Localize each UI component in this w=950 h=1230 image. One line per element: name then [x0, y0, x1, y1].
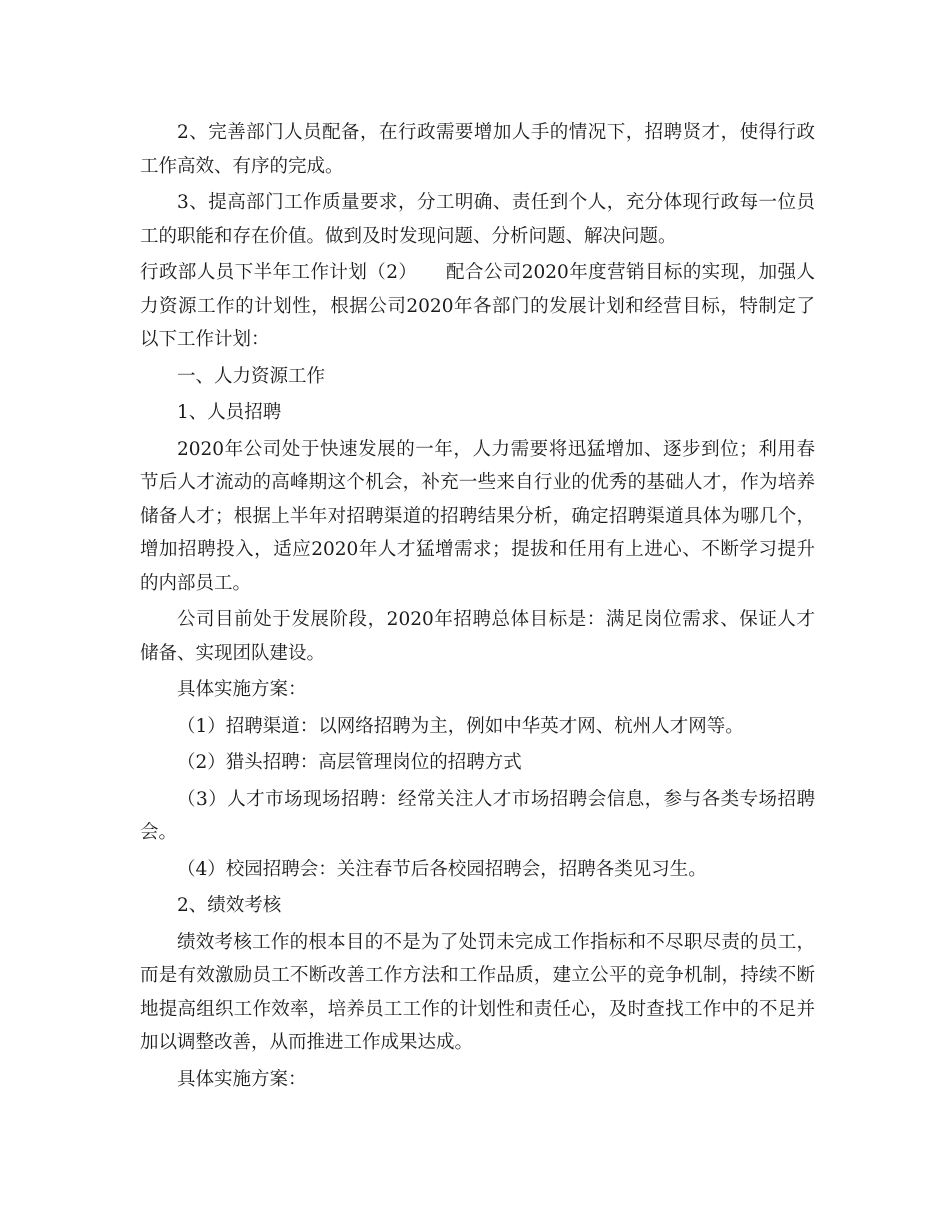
- document-body: [140, 116, 815, 1099]
- list-item: （4）校园招聘会：关注春节后各校园招聘会，招聘各类见习生。: [177, 858, 707, 880]
- paragraph: 公司目前处于发展阶段，2020年招聘总体目标是：满足岗位需求、保证人才储备、实现团队建设。: [140, 609, 815, 664]
- paragraph: 3、提高部门工作质量要求，分工明确、责任到个人，充分体现行政每一位员工的职能和存在价值。做到及时发现问题、分析问题、解决问题。: [140, 192, 815, 247]
- paragraph: 绩效考核工作的根本目的不是为了处罚未完成工作指标和不尽职尽责的员工，而是有效激励员工不断改善工作方法和工作品质，建立公平的竞争机制，持续不断地提高组织工作效率，培养员工工作的计划性和责任心，及时查找工作中的不足并加以调整改善，从而推进工作成果达成。: [140, 931, 815, 1053]
- list-item: （1）招聘渠道：以网络招聘为主，例如中华英才网、杭州人才网等。: [177, 715, 744, 737]
- paragraph: 2、绩效考核: [177, 895, 282, 916]
- list-item: （3）人才市场现场招聘：经常关注人才市场招聘会信息，参与各类专场招聘会。: [140, 788, 815, 843]
- paragraph: 2、完善部门人员配备，在行政需要增加人手的情况下，招聘贤才，使得行政工作高效、有序的完成。: [140, 122, 815, 177]
- section-heading-paragraph: 行政部人员下半年工作计划（2） 配合公司2020年度营销目标的实现，加强人力资源工作的计划性，根据公司2020年各部门的发展计划和经营目标，特制定了以下工作计划：: [140, 262, 815, 350]
- list-item: （2）猎头招聘：高层管理岗位的招聘方式: [177, 752, 522, 773]
- paragraph: 一、人力资源工作: [177, 365, 326, 387]
- paragraph: 具体实施方案：: [177, 679, 307, 700]
- paragraph: 1、人员招聘: [177, 402, 282, 423]
- paragraph: 具体实施方案：: [177, 1068, 307, 1090]
- paragraph: 2020年公司处于快速发展的一年，人力需要将迅猛增加、逐步到位；利用春节后人才流动的高峰期这个机会，补充一些来自行业的优秀的基础人才，作为培养储备人才；根据上半年对招聘渠道的招聘结果分析，确定招聘渠道具体为哪几个，增加招聘投入，适应2020年人才猛增需求；提拔和任用有上进心、不断学习提升的内部员工。: [140, 438, 815, 594]
